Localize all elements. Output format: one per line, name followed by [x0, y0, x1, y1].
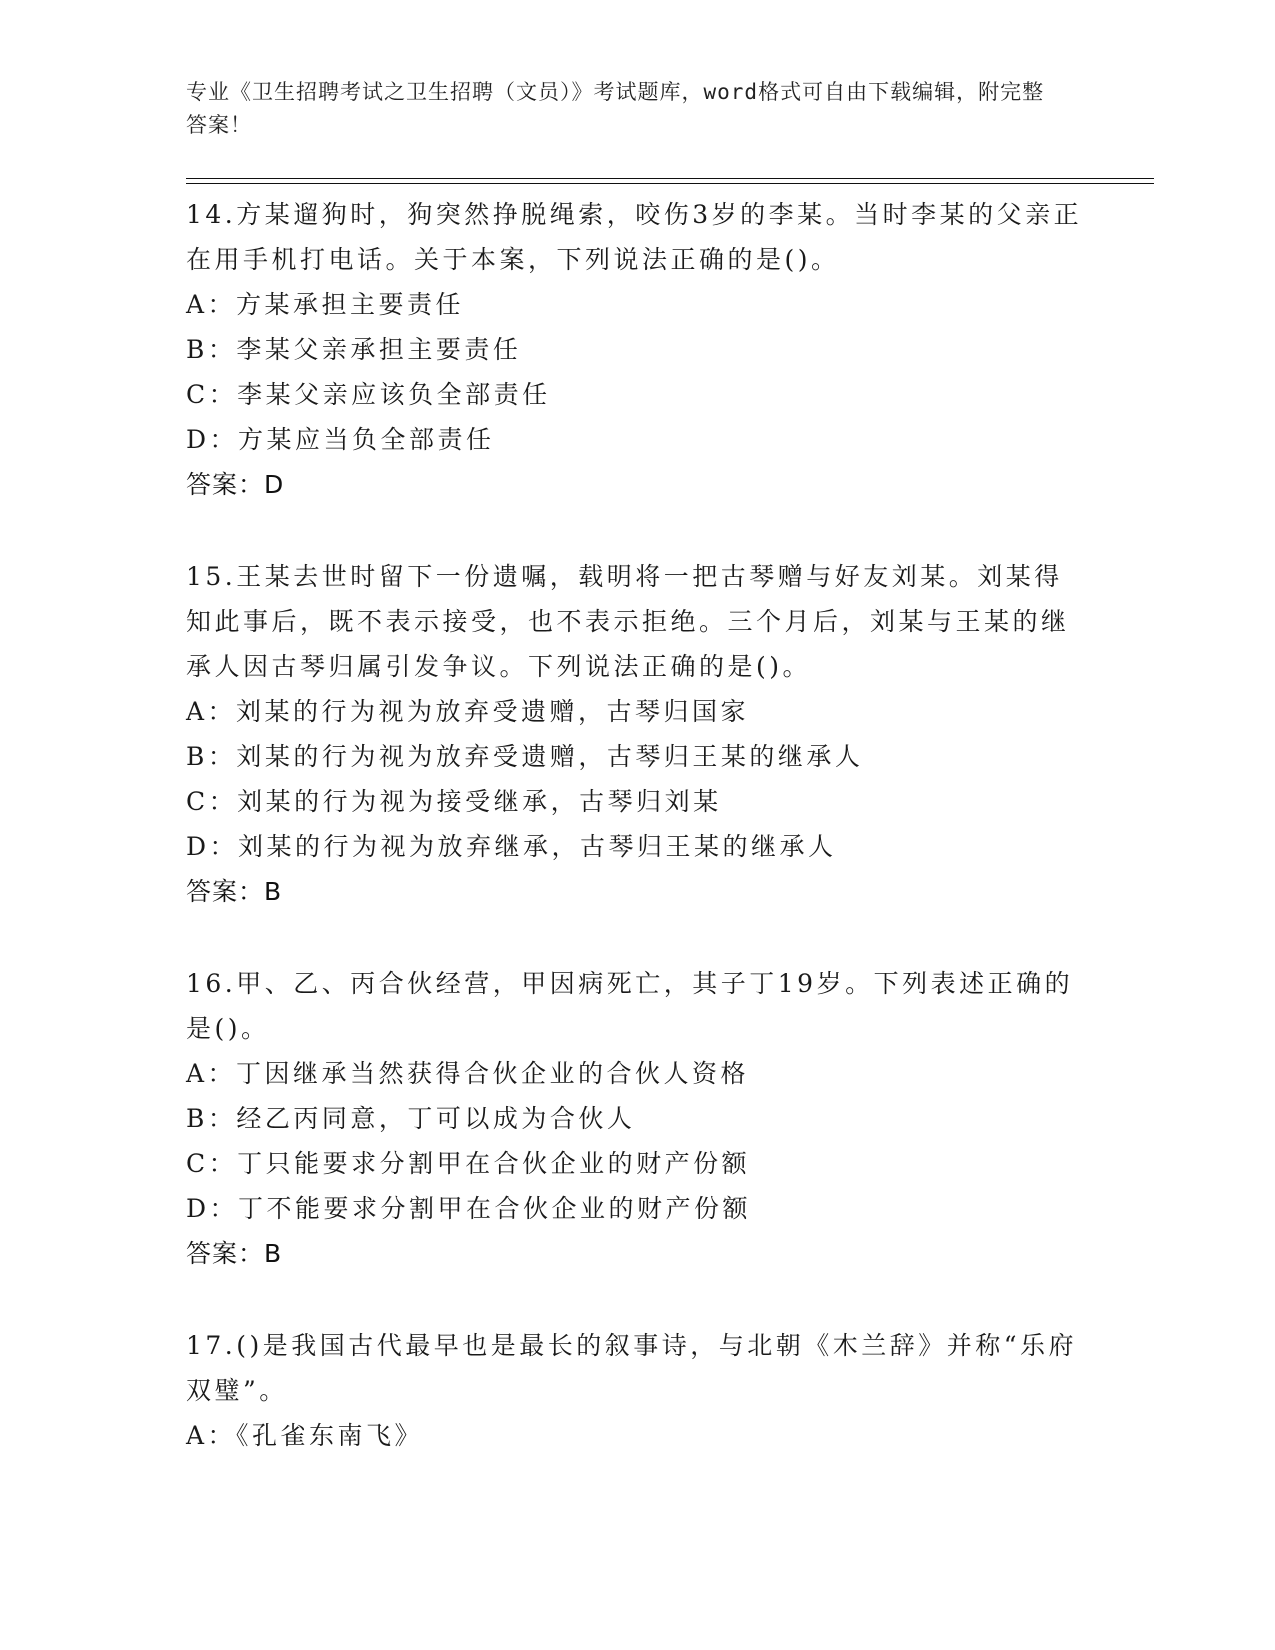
- option-d: D：丁不能要求分割甲在合伙企业的财产份额: [186, 1194, 752, 1223]
- option-a: A：《孔雀东南飞》: [186, 1421, 424, 1450]
- option-c: C：刘某的行为视为接受继承，古琴归刘某: [186, 787, 722, 816]
- option-c: C：李某父亲应该负全部责任: [186, 380, 551, 409]
- option-b: B：经乙丙同意，丁可以成为合伙人: [186, 1104, 636, 1133]
- option-a: A：丁因继承当然获得合伙企业的合伙人资格: [186, 1059, 750, 1088]
- option-c: C：丁只能要求分割甲在合伙企业的财产份额: [186, 1149, 751, 1178]
- header-divider-top: [186, 178, 1154, 179]
- question-stem: 15.王某去世时留下一份遗嘱，载明将一把古琴赠与好友刘某。刘某得知此事后，既不表示接受，也不表示拒绝。三个月后，刘某与王某的继承人因古琴归属引发争议。下列说法正确的是()。: [186, 562, 1070, 681]
- option-a: A：刘某的行为视为放弃受遗赠，古琴归国家: [186, 697, 750, 726]
- option-b: B：刘某的行为视为放弃受遗赠，古琴归王某的继承人: [186, 742, 864, 771]
- header-divider-bottom: [186, 183, 1154, 184]
- answer-line: 答案：B: [186, 1239, 283, 1268]
- answer-line: 答案：B: [186, 877, 283, 906]
- question-stem: 16.甲、乙、丙合伙经营，甲因病死亡，其子丁19岁。下列表述正确的是()。: [186, 969, 1074, 1043]
- option-a: A：方某承担主要责任: [186, 290, 465, 319]
- document-header: 专业《卫生招聘考试之卫生招聘（文员）》考试题库，word格式可自由下载编辑，附完整答案！: [186, 80, 1045, 137]
- option-d: D：刘某的行为视为放弃继承，古琴归王某的继承人: [186, 832, 837, 861]
- answer-line: 答案：D: [186, 470, 285, 499]
- option-d: D：方某应当负全部责任: [186, 425, 495, 454]
- question-stem: 17.()是我国古代最早也是最长的叙事诗，与北朝《木兰辞》并称“乐府双璧”。: [186, 1331, 1078, 1405]
- question-17: [186, 1323, 1086, 1458]
- question-14: [186, 192, 1086, 507]
- question-15: [186, 554, 1086, 914]
- question-16: [186, 961, 1086, 1276]
- question-stem: 14.方某遛狗时，狗突然挣脱绳索，咬伤3岁的李某。当时李某的父亲正在用手机打电话。关于本案，下列说法正确的是()。: [186, 200, 1083, 274]
- option-b: B：李某父亲承担主要责任: [186, 335, 522, 364]
- question-list: [186, 192, 1086, 1505]
